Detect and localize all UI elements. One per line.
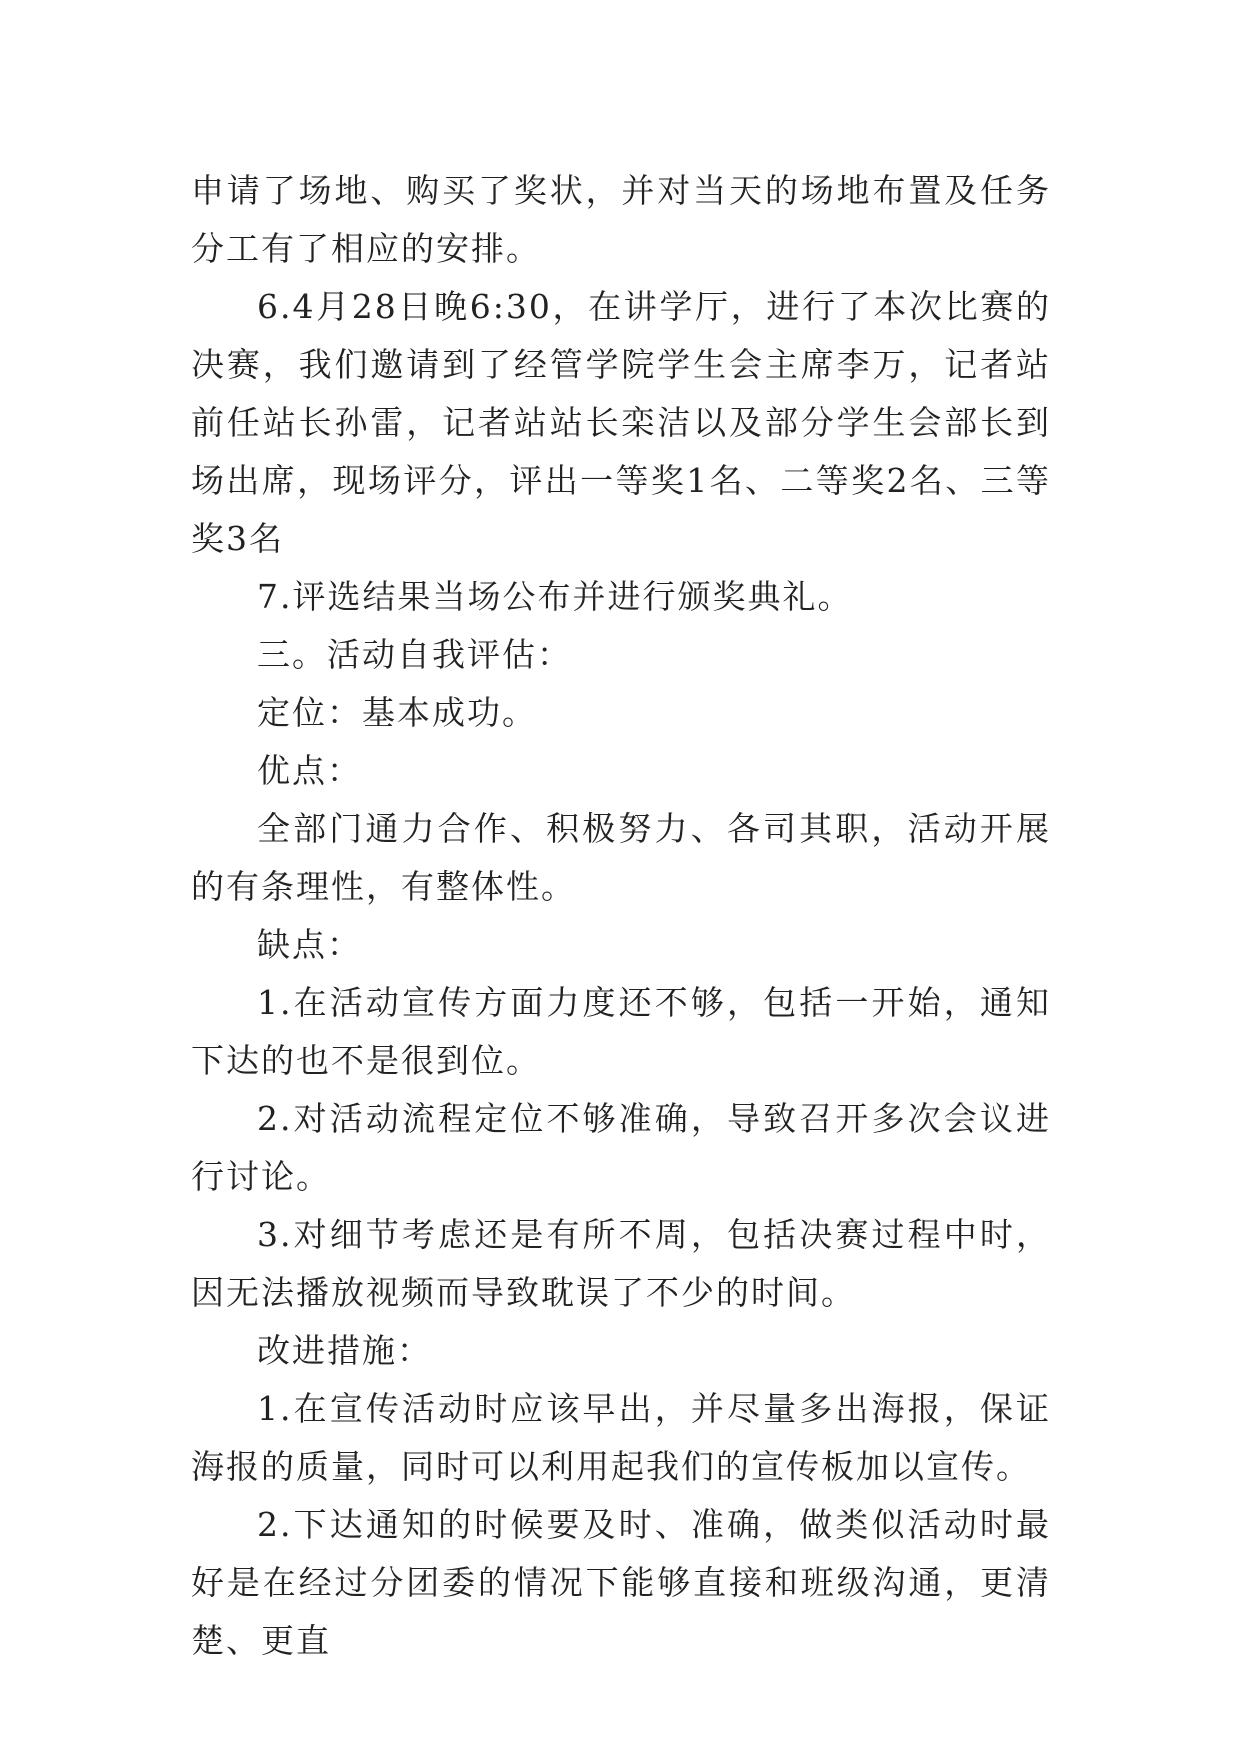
paragraph-item-7-award: 7.评选结果当场公布并进行颁奖典礼。 [257,577,853,616]
document-page [191,162,1051,1670]
paragraph-positioning: 定位：基本成功。 [257,693,537,732]
paragraph-venue-arrangement: 申请了场地、购买了奖状，并对当天的场地布置及任务分工有了相应的安排。 [191,171,1051,268]
heading-weaknesses: 缺点： [257,925,362,964]
heading-strengths: 优点： [257,751,362,790]
paragraph-improvement-1: 1.在宣传活动时应该早出，并尽量多出海报，保证海报的质量，同时可以利用起我们的宣传板加以宣传。 [191,1389,1051,1486]
paragraph-improvement-2: 2.下达通知的时候要及时、准确，做类似活动时最好是在经过分团委的情况下能够直接和班级沟通，更清楚、更直 [191,1505,1051,1660]
paragraph-item-6-final: 6.4月28日晚6:30，在讲学厅，进行了本次比赛的决赛，我们邀请到了经管学院学生会主席李万，记者站前任站长孙雷，记者站站长栾洁以及部分学生会部长到场出席，现场评分，评出一等奖1名、二等奖2名、三等奖3名 [191,287,1051,558]
paragraph-strengths: 全部门通力合作、积极努力、各司其职，活动开展的有条理性，有整体性。 [191,809,1051,906]
paragraph-weakness-1: 1.在活动宣传方面力度还不够，包括一开始，通知下达的也不是很到位。 [191,983,1051,1080]
section-heading-self-evaluation: 三。活动自我评估： [257,635,572,674]
heading-improvements: 改进措施： [257,1331,432,1370]
paragraph-weakness-3: 3.对细节考虑还是有所不周，包括决赛过程中时，因无法播放视频而导致耽误了不少的时间。 [191,1215,1051,1312]
paragraph-weakness-2: 2.对活动流程定位不够准确，导致召开多次会议进行讨论。 [191,1099,1051,1196]
